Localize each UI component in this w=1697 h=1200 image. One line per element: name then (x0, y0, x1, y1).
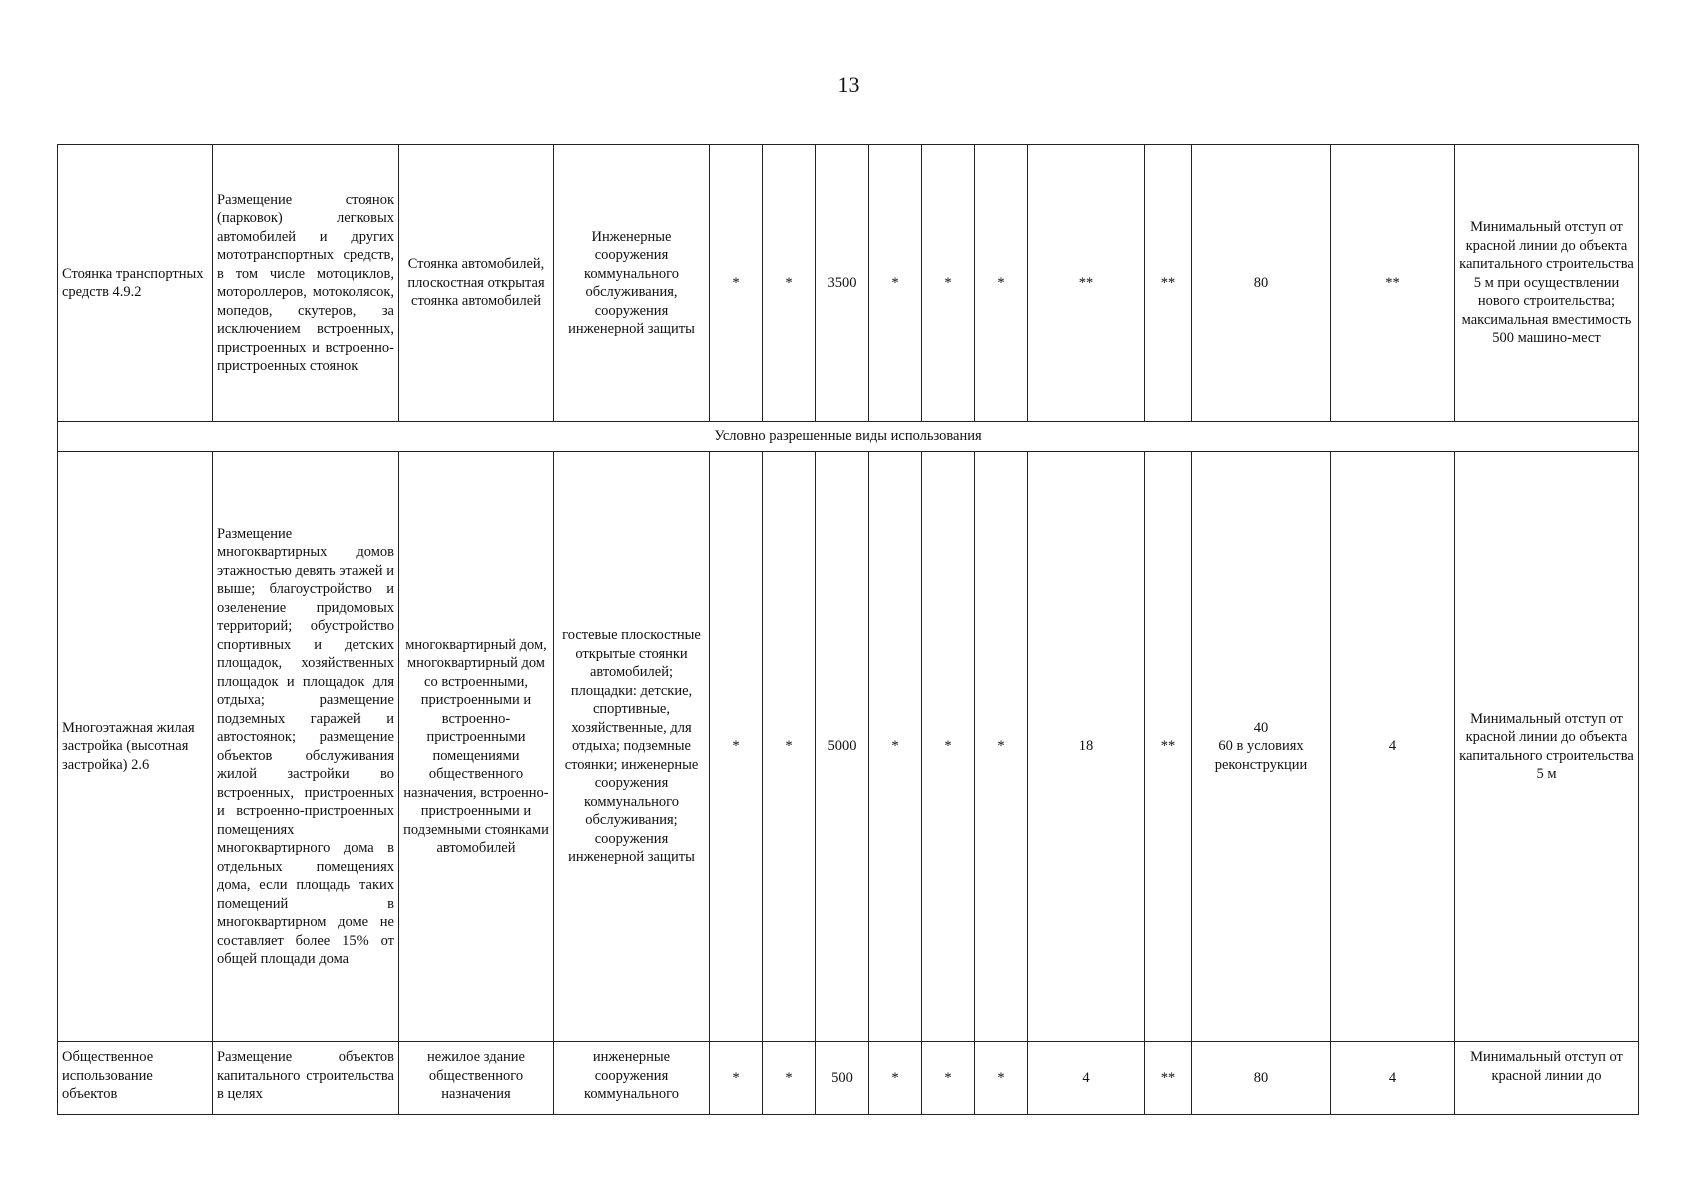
use-type-name: Стоянка транспортных средств 4.9.2 (58, 145, 213, 422)
param-cell: 18 (1028, 452, 1145, 1042)
main-objects: многоквартирный дом, многоквартирный дом со встроенными, пристроенными и встроенно-пристроенными помещениями общественного назначения, встроенно-пристроенными и подземными стоянками автомобилей (399, 452, 554, 1042)
param-cell: ** (1028, 145, 1145, 422)
param-cell: ** (1145, 145, 1192, 422)
param-cell: * (710, 145, 763, 422)
param-cell: 4 (1028, 1042, 1145, 1115)
param-cell: 4 (1331, 1042, 1455, 1115)
use-type-name: Общественное использование объектов (58, 1042, 213, 1115)
param-cell: * (763, 452, 816, 1042)
auxiliary-objects: инженерные сооружения коммунального (554, 1042, 710, 1115)
section-title: Условно разрешенные виды использования (58, 422, 1639, 452)
use-description: Размещение объектов капитального строительства в целях (213, 1042, 399, 1115)
notes-cell: Минимальный отступ от красной линии до объекта капитального строительства 5 м (1455, 452, 1639, 1042)
param-cell: 80 (1192, 145, 1331, 422)
param-cell: 4 (1331, 452, 1455, 1042)
param-cell: * (710, 1042, 763, 1115)
param-cell: * (922, 1042, 975, 1115)
auxiliary-objects: Инженерные сооружения коммунального обслуживания, сооружения инженерной защиты (554, 145, 710, 422)
param-cell: ** (1145, 452, 1192, 1042)
table-row (58, 145, 1639, 422)
param-cell: * (763, 1042, 816, 1115)
param-cell: 5000 (816, 452, 869, 1042)
param-cell: * (975, 1042, 1028, 1115)
param-cell: * (869, 452, 922, 1042)
param-cell: * (869, 145, 922, 422)
param-cell: ** (1145, 1042, 1192, 1115)
use-description: Размещение стоянок (парковок) легковых автомобилей и других мототранспортных средств, в том числе мотоциклов, мотороллеров, мотоколясок, мопедов, скутеров, за исключением встроенных, пристроенных и встроенно-пристроенных стоянок (213, 145, 399, 422)
param-cell: * (763, 145, 816, 422)
param-line: 40 (1253, 719, 1269, 736)
use-type-name: Многоэтажная жилая застройка (высотная застройка) 2.6 (58, 452, 213, 1042)
param-line: 60 в условиях реконструкции (1214, 738, 1308, 773)
use-description: Размещение многоквартирных домов этажностью девять этажей и выше; благоустройство и озеленение придомовых территорий; обустройство спортивных и детских площадок, хозяйственных площадок и площадок для отдыха; размещение подземных гаражей и автостоянок; размещение объектов обслуживания жилой застройки во встроенных, пристроенных и встроенно-пристроенных помещениях многоквартирного дома в отдельных помещениях дома, если площадь таких помещений в многоквартирном доме не составляет более 15% от общей площади дома (213, 452, 399, 1042)
param-cell: * (975, 145, 1028, 422)
notes-cell: Минимальный отступ от красной линии до (1455, 1042, 1639, 1115)
table-row (58, 452, 1639, 1042)
auxiliary-objects: гостевые плоскостные открытые стоянки автомобилей; площадки: детские, спортивные, хозяйственные, для отдыха; подземные стоянки; инженерные сооружения коммунального обслуживания; сооружения инженерной защиты (554, 452, 710, 1042)
param-cell: * (922, 452, 975, 1042)
page-number: 13 (837, 72, 860, 97)
param-cell: * (710, 452, 763, 1042)
table-row (58, 1042, 1639, 1115)
main-objects: Стоянка автомобилей, плоскостная открытая стоянка автомобилей (399, 145, 554, 422)
land-use-table (57, 144, 1639, 1115)
param-cell: 3500 (816, 145, 869, 422)
param-cell: * (975, 452, 1028, 1042)
param-cell (1192, 452, 1331, 1042)
param-cell: ** (1331, 145, 1455, 422)
param-cell: * (922, 145, 975, 422)
param-cell: * (869, 1042, 922, 1115)
param-cell: 500 (816, 1042, 869, 1115)
section-row (58, 422, 1639, 452)
param-cell: 80 (1192, 1042, 1331, 1115)
notes-cell: Минимальный отступ от красной линии до объекта капитального строительства 5 м при осуществлении нового строительства; максимальная вместимость 500 машино-мест (1455, 145, 1639, 422)
main-objects: нежилое здание общественного назначения (399, 1042, 554, 1115)
